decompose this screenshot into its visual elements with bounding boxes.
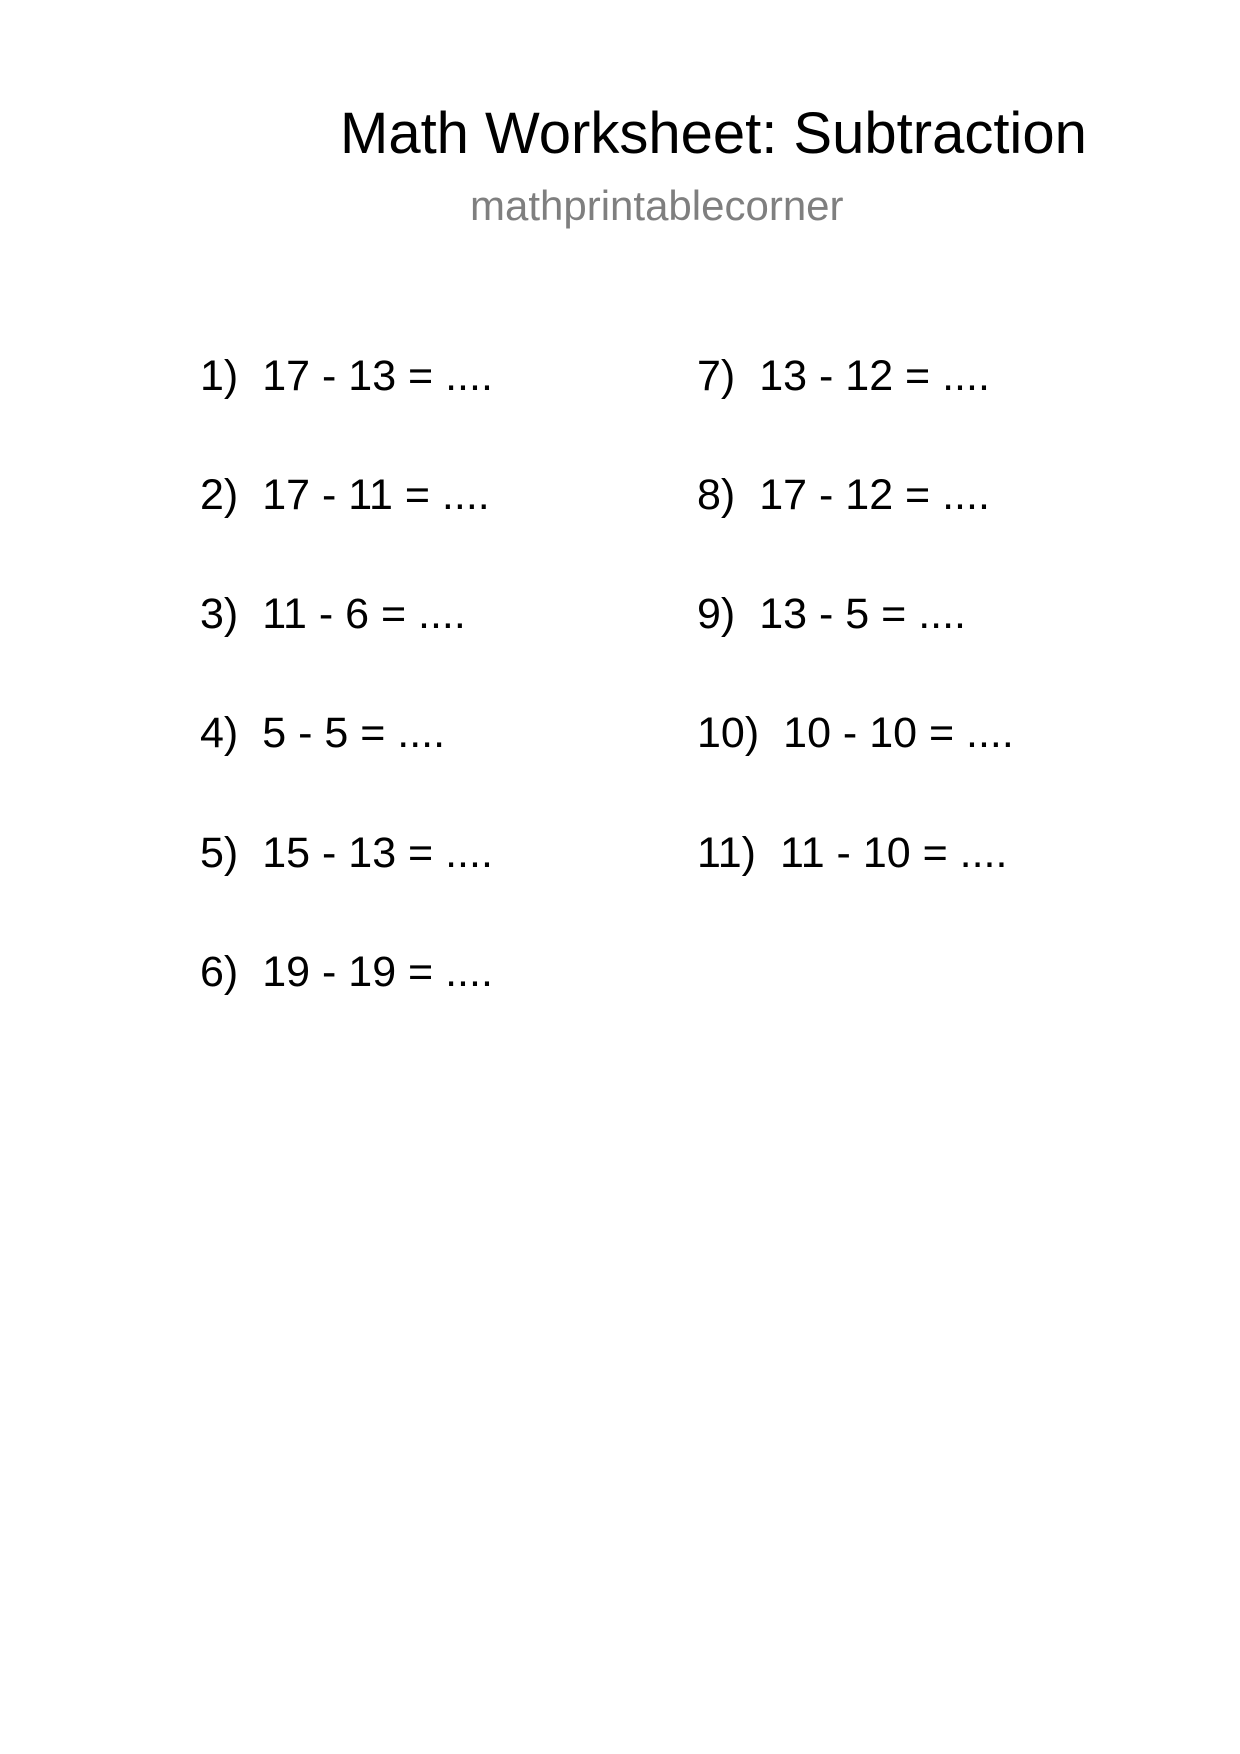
problem-number: 2) [200,471,239,519]
problem-expression: 13 - 12 = .... [759,352,990,400]
problem-expression: 17 - 12 = .... [759,471,990,519]
problem-item [200,946,493,998]
problem-item [200,469,490,521]
problem-item [697,350,990,402]
problem-number: 4) [200,709,239,757]
worksheet-title: Math Worksheet: Subtraction [340,101,1087,166]
problem-item [697,707,1014,759]
problem-item [200,588,466,640]
problem-expression: 11 - 6 = .... [262,590,466,638]
problem-expression: 11 - 10 = .... [779,829,1008,877]
problem-number: 5) [200,829,239,877]
problem-item [200,350,493,402]
problem-expression: 17 - 11 = .... [262,471,490,519]
problem-number: 9) [697,590,736,638]
problem-expression: 13 - 5 = .... [759,590,966,638]
problem-expression: 10 - 10 = .... [783,709,1014,757]
problem-number: 7) [697,352,736,400]
problem-expression: 15 - 13 = .... [262,829,493,877]
problem-number: 3) [200,590,239,638]
problem-number: 11) [697,829,756,877]
problem-expression: 17 - 13 = .... [262,352,493,400]
worksheet-subtitle: mathprintablecorner [470,182,844,229]
problem-item [200,707,445,759]
problem-expression: 5 - 5 = .... [262,709,446,757]
problem-item [697,469,990,521]
problem-item [697,827,1007,879]
problem-item [200,827,493,879]
problem-number: 1) [200,352,239,400]
problem-number: 6) [200,948,239,996]
problem-item [697,588,966,640]
problem-expression: 19 - 19 = .... [262,948,493,996]
problem-number: 10) [697,709,760,757]
problem-number: 8) [697,471,736,519]
